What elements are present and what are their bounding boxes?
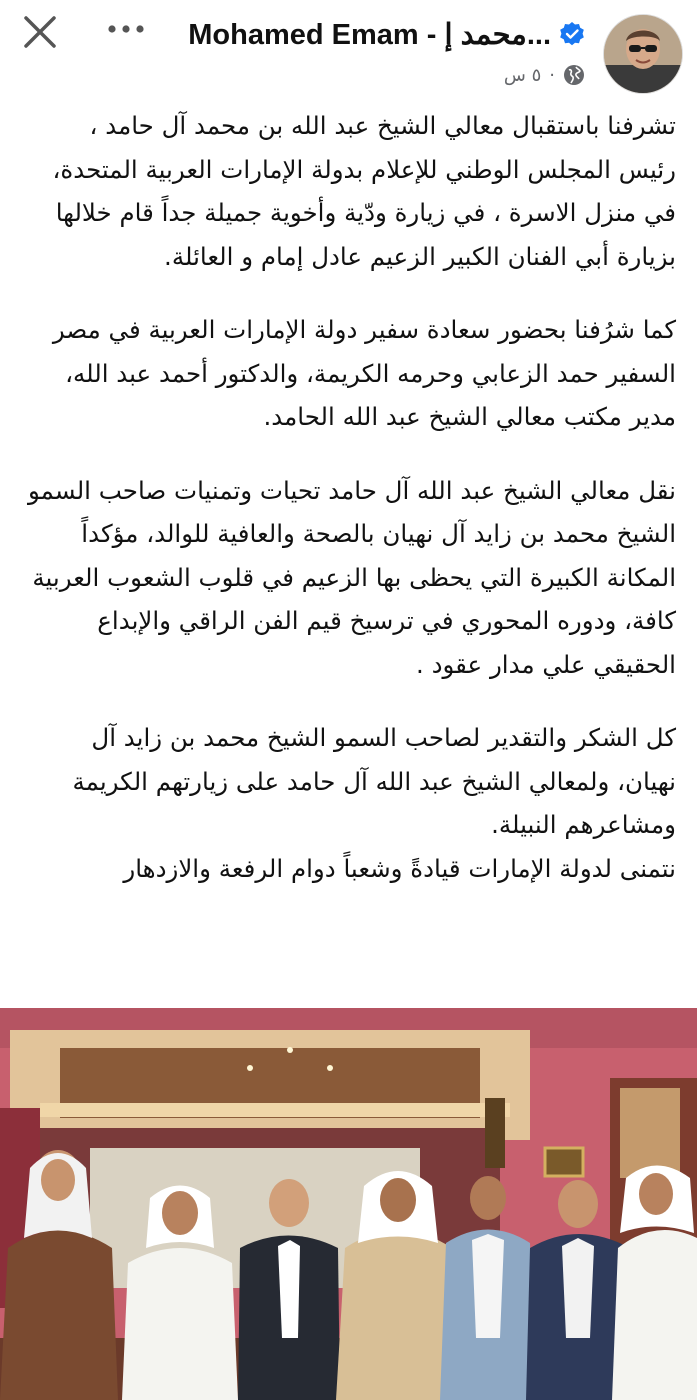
post-paragraph: نقل معالي الشيخ عبد الله آل حامد تحيات وتمنيات صاحب السمو الشيخ محمد بن زايد آل نهيان بالصحة والعافية للوالد، مؤكداً المكانة الكبيرة التي يحظى بها الزعيم في قلوب الشعوب العربية كافة، ودوره المحوري في ترسيخ قيم الفن الراقي والإبداع الحقيقي علي مدار عقود . xyxy=(28,475,676,679)
meta-separator: · xyxy=(549,64,555,86)
close-icon xyxy=(20,12,60,52)
post-photo[interactable] xyxy=(0,1008,697,1400)
post-body xyxy=(26,104,676,890)
post-paragraph: كل الشكر والتقدير لصاحب السمو الشيخ محمد بن زايد آل نهيان، ولمعالي الشيخ عبد الله آل حامد على زيارتهم الكريمة ومشاعرهم النبيلة. xyxy=(72,723,676,839)
post-paragraph: نتمنى لدولة الإمارات قيادةً وشعباً دوام الرفعة والازدهار xyxy=(123,853,676,883)
author-row xyxy=(145,14,585,54)
author-name[interactable]: Mohamed Emam - محمد إ... xyxy=(188,18,551,51)
close-button[interactable] xyxy=(20,12,60,52)
globe-icon[interactable] xyxy=(563,64,585,86)
more-options-button[interactable] xyxy=(104,14,148,44)
post-header xyxy=(0,0,697,100)
post-paragraph: تشرفنا باستقبال معالي الشيخ عبد الله بن محمد آل حامد ، رئيس المجلس الوطني للإعلام بدولة الإمارات العربية المتحدة، في منزل الاسرة ، في زيارة ودّية وأخوية جميلة جداً قام خلالها بزيارة أبي الفنان الكبير الزعيم عادل إمام و العائلة. xyxy=(52,111,676,271)
post-paragraph: كما شرُفنا بحضور سعادة سفير دولة الإمارات العربية في مصر السفير حمد الزعابي وحرمه الكريمة، والدكتور أحمد عبد الله، مدير مكتب معالي الشيخ عبد الله الحامد. xyxy=(52,315,676,431)
author-avatar[interactable] xyxy=(603,14,683,94)
more-dots-icon xyxy=(104,14,148,44)
post-meta xyxy=(504,60,585,90)
verified-badge-icon xyxy=(559,21,585,47)
post-time[interactable]: ٥ س xyxy=(503,64,542,86)
